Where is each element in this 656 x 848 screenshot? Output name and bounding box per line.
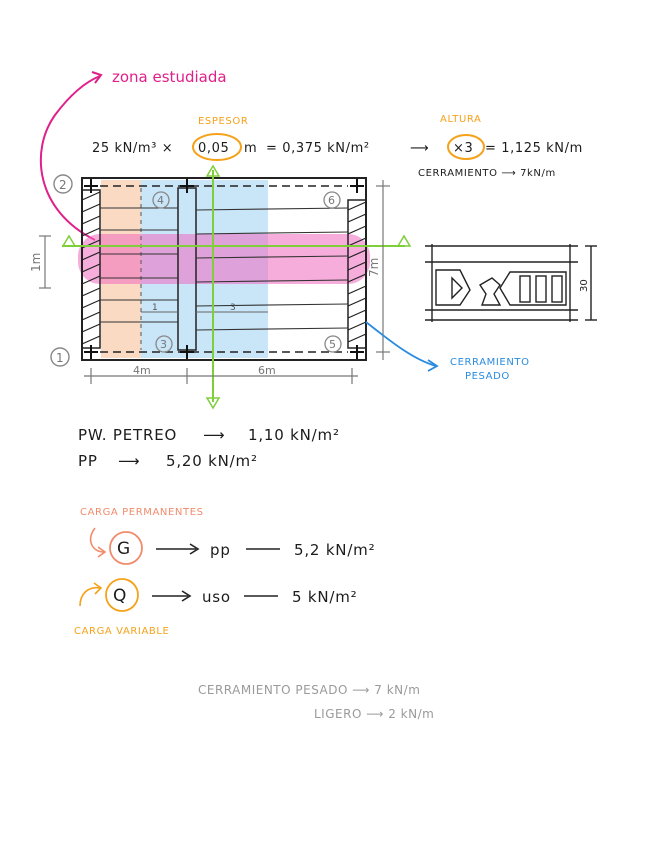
load-line2-value: 5,20 kN/m² [166, 452, 258, 470]
corner-label-2: 2 [59, 178, 67, 192]
variable-title: CARGA VARIABLE [74, 626, 170, 637]
dim-bottom-right: 6m [258, 364, 276, 377]
formula-result: = 1,125 kN/m [485, 141, 583, 156]
zone-studied-band [78, 234, 370, 284]
footer-line2: LIGERO ⟶ 2 kN/m [314, 707, 435, 721]
cerramiento-pointer [366, 322, 436, 366]
variable-hook [80, 588, 100, 606]
formula-area: = 0,375 kN/m² [266, 141, 370, 156]
formula-arrow: ⟶ [410, 141, 430, 156]
espesor-label: ESPESOR [198, 116, 249, 127]
floor-plan [29, 166, 410, 408]
permanentes-title: CARGA PERMANENTES [80, 507, 204, 518]
corner-label-4: 4 [157, 194, 164, 207]
q-symbol: Q [113, 586, 127, 606]
altura-label: ALTURA [440, 114, 482, 125]
permanentes-item: pp [210, 541, 231, 559]
variable-value: 5 kN/m² [292, 588, 358, 606]
formula-left: 25 kN/m³ × [92, 141, 174, 156]
cerramiento-pesado-line1: CERRAMIENTO [450, 357, 530, 368]
zona-estudiada-label: zona estudiada [112, 68, 227, 86]
cerramiento-line: CERRAMIENTO ⟶ 7kN/m [418, 168, 556, 179]
beam-dim-a: 1 [152, 303, 158, 313]
section-height: 30 [579, 279, 590, 292]
corner-label-5: 5 [329, 338, 336, 351]
g-symbol: G [117, 539, 131, 559]
permanentes-value: 5,2 kN/m² [294, 541, 376, 559]
espesor-value: 0,05 [198, 141, 230, 156]
corner-label-3: 3 [160, 338, 167, 351]
footer-line1: CERRAMIENTO PESADO ⟶ 7 kN/m [198, 683, 421, 697]
dim-bottom-left: 4m [133, 364, 151, 377]
slab-section [425, 244, 597, 322]
corner-label-1: 1 [56, 351, 64, 365]
variable-item: uso [202, 588, 231, 606]
dim-left: 1m [29, 252, 43, 272]
cerramiento-pesado-line2: PESADO [465, 371, 510, 382]
multiplier-value: ×3 [453, 141, 474, 156]
dim-right: 7m [367, 257, 381, 277]
zona-pointer-arrow [41, 76, 100, 240]
load-line2-arrow: ⟶ [118, 452, 141, 470]
load-line1-arrow: ⟶ [203, 426, 226, 444]
corner-label-6: 6 [328, 194, 335, 207]
unit-m: m [244, 141, 258, 156]
load-line1-value: 1,10 kN/m² [248, 426, 340, 444]
beam-dim-b: 3 [230, 303, 236, 313]
permanentes-hook [91, 528, 104, 552]
load-line1-label: PW. PETREO [78, 426, 178, 444]
load-line2-label: PP [78, 452, 98, 470]
